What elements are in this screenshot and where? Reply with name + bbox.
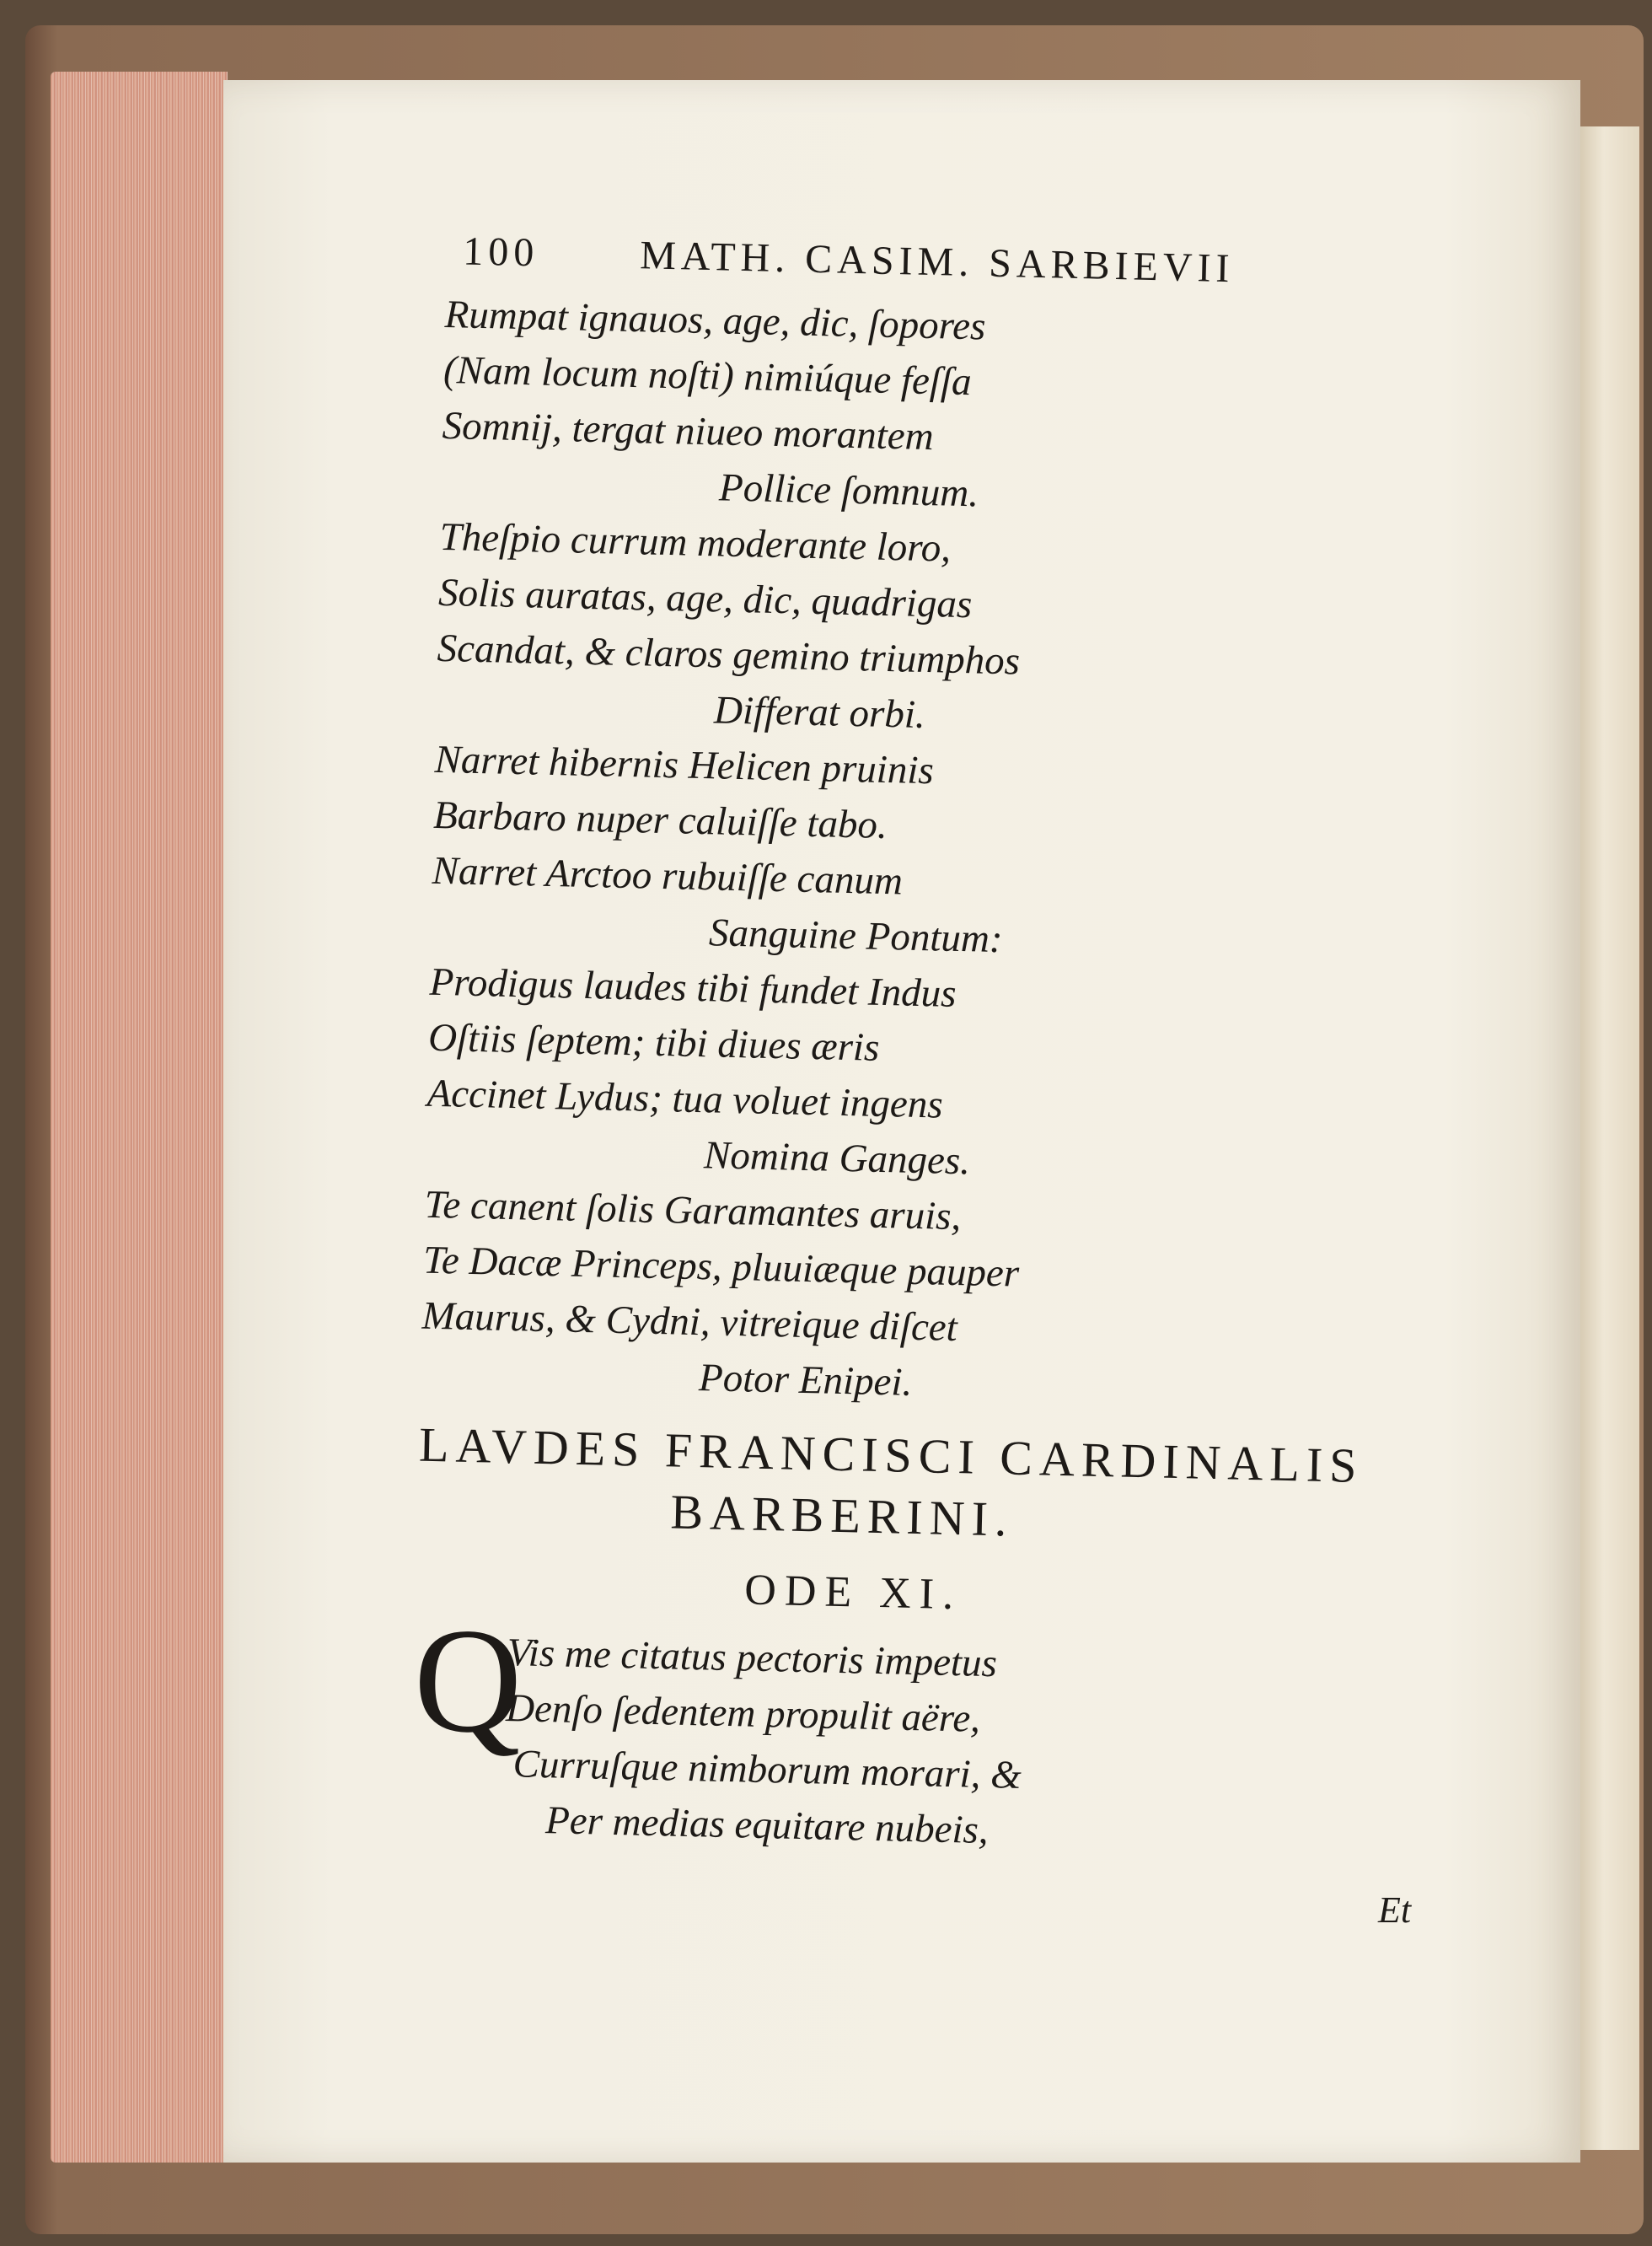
verse-line: Differat orbi. <box>713 688 926 738</box>
facing-page-edge <box>1580 126 1639 2150</box>
ode-body <box>410 1595 1527 1871</box>
verse-line: Theſpio currum moderante loro, <box>439 514 952 571</box>
verse-line: Accinet Lydus; tua voluet ingens <box>426 1071 944 1127</box>
verse-line: Maurus, & Cydni, vitreique diſcet <box>421 1293 958 1351</box>
ode-line: Denſo ſedentem propulit aëre, <box>505 1686 981 1741</box>
verse-line: Oſtiis ſeptem; tibi diues æris <box>427 1015 880 1070</box>
verse-line: Sanguine Pontum: <box>708 911 1004 962</box>
section-title-cont: BARBERINI. <box>669 1484 1015 1547</box>
drop-cap: Q <box>411 1595 524 1765</box>
ode-line: Per medias equitare nubeis, <box>544 1798 990 1853</box>
verse-line: (Nam locum noſti) nimiúque feſſa <box>442 347 973 405</box>
ode-line: Vis me citatus pectoris impetus <box>507 1631 998 1686</box>
verse-line: Prodigus laudes tibi fundet Indus <box>429 959 957 1016</box>
verse-line: Nomina Ganges. <box>703 1133 971 1184</box>
verse-line: Te Dacæ Princeps, pluuiæque pauper <box>422 1238 1020 1296</box>
running-head: MATH. CASIM. SARBIEVII <box>639 233 1236 292</box>
verse-line: Potor Enipei. <box>698 1356 913 1405</box>
page-edges <box>51 72 228 2163</box>
verse-line: Narret hibernis Helicen pruinis <box>434 737 935 793</box>
verse-line: Scandat, & claros gemino triumphos <box>437 626 1021 684</box>
page-text <box>404 228 1559 2157</box>
verse-line: Somnij, tergat niueo morantem <box>442 403 935 459</box>
verse-line: Barbaro nuper caluiſſe tabo. <box>432 793 888 848</box>
verse-block <box>420 287 1558 1425</box>
page-number: 100 <box>462 228 539 276</box>
verse-line: Rumpat ignauos, age, dic, ſopores <box>444 292 986 349</box>
verse-line: Narret Arctoo rubuiſſe canum <box>432 848 904 904</box>
verse-line: Te canent ſolis Garamantes aruis, <box>424 1182 962 1239</box>
verse-line: Solis auratas, age, dic, quadrigas <box>437 570 973 627</box>
ode-heading: ODE XI. <box>743 1566 963 1620</box>
ode-line: Curruſque nimborum morari, & <box>512 1742 1022 1797</box>
section-title: LAVDES FRANCISCI CARDINALIS <box>418 1416 1365 1494</box>
verse-line: Pollice ſomnum. <box>718 465 979 516</box>
catchword: Et <box>1378 1889 1412 1931</box>
